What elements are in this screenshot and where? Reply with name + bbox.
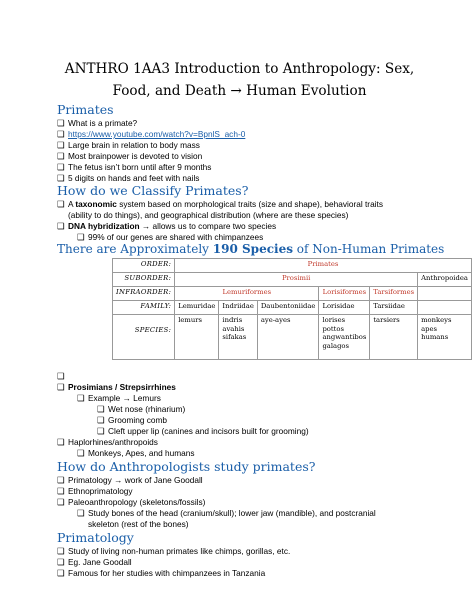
cell-infra-tarsiformes: Tarsiformes — [370, 287, 418, 301]
checkbox-bullet-icon: ❑ — [97, 404, 105, 414]
checkbox-bullet-icon: ❑ — [57, 173, 65, 183]
list-item: ❑ A taxonomic system based on morphological traits (size and shape), behavioral traits — [57, 199, 383, 209]
checkbox-bullet-icon: ❑ — [57, 118, 65, 128]
checkbox-bullet-icon: ❑ — [57, 162, 65, 172]
checkbox-bullet-icon: ❑ — [57, 371, 65, 381]
cell-family: Tarsiidae — [370, 301, 418, 315]
taxonomy-table — [112, 258, 472, 360]
row-label-suborder: SUBORDER: — [113, 273, 175, 287]
checkbox-bullet-icon: ❑ — [77, 448, 85, 458]
checkbox-bullet-icon: ❑ — [57, 546, 65, 556]
cell-suborder-anthropoidea: Anthropoidea — [418, 273, 472, 287]
checkbox-bullet-icon: ❑ — [57, 437, 65, 447]
cell-family: Daubentoniidae — [257, 301, 319, 315]
cell-family: Lorisidae — [319, 301, 370, 315]
checkbox-bullet-icon: ❑ — [77, 232, 85, 242]
heading-primates: Primates — [57, 102, 114, 117]
list-item-continuation: (ability to do things), and geographical distribution (where are these species) — [68, 210, 349, 220]
checkbox-bullet-icon: ❑ — [57, 221, 65, 231]
list-item: ❑ The fetus isn’t born until after 9 months — [57, 162, 212, 172]
list-item: ❑ DNA hybridization → allows us to compare two species — [57, 221, 277, 231]
cell-species: lorises pottos angwantibos galagos — [319, 315, 370, 360]
cell-species: lemurs — [175, 315, 219, 360]
checkbox-bullet-icon: ❑ — [97, 415, 105, 425]
cell-species: indris avahis sifakas — [219, 315, 257, 360]
cell-infra-lemuriformes: Lemuriformes — [175, 287, 319, 301]
youtube-link[interactable]: https://www.youtube.com/watch?v=BpnlS_ach-0 — [68, 129, 246, 139]
list-item-sub2: ❑ Grooming comb — [97, 415, 168, 425]
heading-classify: How do we Classify Primates? — [57, 183, 249, 198]
list-item-sub: ❑ Example → Lemurs — [77, 393, 161, 403]
list-item-sub: ❑ Monkeys, Apes, and humans — [77, 448, 195, 458]
checkbox-bullet-icon: ❑ — [97, 426, 105, 436]
cell-species: aye-ayes — [257, 315, 319, 360]
cell-species: tarsiers — [370, 315, 418, 360]
row-label-family: FAMILY: — [113, 301, 175, 315]
list-item: ❑ Haplorhines/anthropoids — [57, 437, 158, 447]
cell-suborder-prosimii: Prosimii — [175, 273, 418, 287]
list-item: ❑ Large brain in relation to body mass — [57, 140, 200, 150]
checkbox-bullet-icon: ❑ — [77, 393, 85, 403]
row-label-order: ORDER: — [113, 259, 175, 273]
checkbox-bullet-icon: ❑ — [57, 199, 65, 209]
list-item: ❑ What is a primate? — [57, 118, 138, 128]
checkbox-bullet-icon: ❑ — [77, 508, 85, 518]
checkbox-bullet-icon: ❑ — [57, 475, 65, 485]
list-item: ❑ Paleoanthropology (skeletons/fossils) — [57, 497, 206, 507]
checkbox-bullet-icon: ❑ — [57, 486, 65, 496]
heading-study: How do Anthropologists study primates? — [57, 459, 316, 474]
list-item-sub: ❑ Study bones of the head (cranium/skull); lower jaw (mandible), and postcranial — [77, 508, 376, 518]
list-item-sub: ❑ 99% of our genes are shared with chimpanzees — [77, 232, 264, 242]
list-item: ❑ Eg. Jane Goodall — [57, 557, 132, 567]
cell-order: Primates — [175, 259, 472, 273]
list-item: ❑ Ethnoprimatology — [57, 486, 133, 496]
list-item-sub2: ❑ Cleft upper lip (canines and incisors built for grooming) — [97, 426, 309, 436]
checkbox-bullet-icon: ❑ — [57, 557, 65, 567]
checkbox-bullet-icon: ❑ — [57, 140, 65, 150]
checkbox-bullet-icon: ❑ — [57, 497, 65, 507]
page-title: ANTHRO 1AA3 Introduction to Anthropology: Sex, Food, and Death → Human Evolution — [64, 61, 415, 99]
list-item-continuation: skeleton (rest of the bones) — [88, 519, 189, 529]
cell-empty — [418, 287, 472, 301]
cell-infra-lorisiformes: Lorisiformes — [319, 287, 370, 301]
row-label-species: SPECIES: — [113, 315, 175, 360]
row-label-infraorder: INFRAORDER: — [113, 287, 175, 301]
list-item: ❑ Famous for her studies with chimpanzees in Tanzania — [57, 568, 266, 578]
list-item: ❑ Prosimians / Strepsirrhines — [57, 382, 176, 392]
list-item: ❑ Primatology → work of Jane Goodall — [57, 475, 203, 485]
list-item — [57, 129, 245, 140]
cell-family: Indriidae — [219, 301, 257, 315]
list-item-sub2: ❑ Wet nose (rhinarium) — [97, 404, 186, 414]
heading-species: There are Approximately 190 Species of Non-Human Primates — [57, 242, 445, 256]
checkbox-bullet-icon: ❑ — [57, 151, 65, 161]
checkbox-bullet-icon: ❑ — [57, 382, 65, 392]
list-item: ❑ Study of living non-human primates like chimps, gorillas, etc. — [57, 546, 291, 556]
cell-family: Lemuridae — [175, 301, 219, 315]
checkbox-bullet-icon: ❑ — [57, 568, 65, 578]
list-item: ❑ Most brainpower is devoted to vision — [57, 151, 203, 161]
checkbox-bullet-icon: ❑ — [57, 129, 65, 139]
list-item: ❑ 5 digits on hands and feet with nails — [57, 173, 200, 183]
heading-primatology: Primatology — [57, 530, 134, 545]
cell-empty — [418, 301, 472, 315]
cell-species: monkeys apes humans — [418, 315, 472, 360]
list-item-empty — [57, 371, 68, 382]
